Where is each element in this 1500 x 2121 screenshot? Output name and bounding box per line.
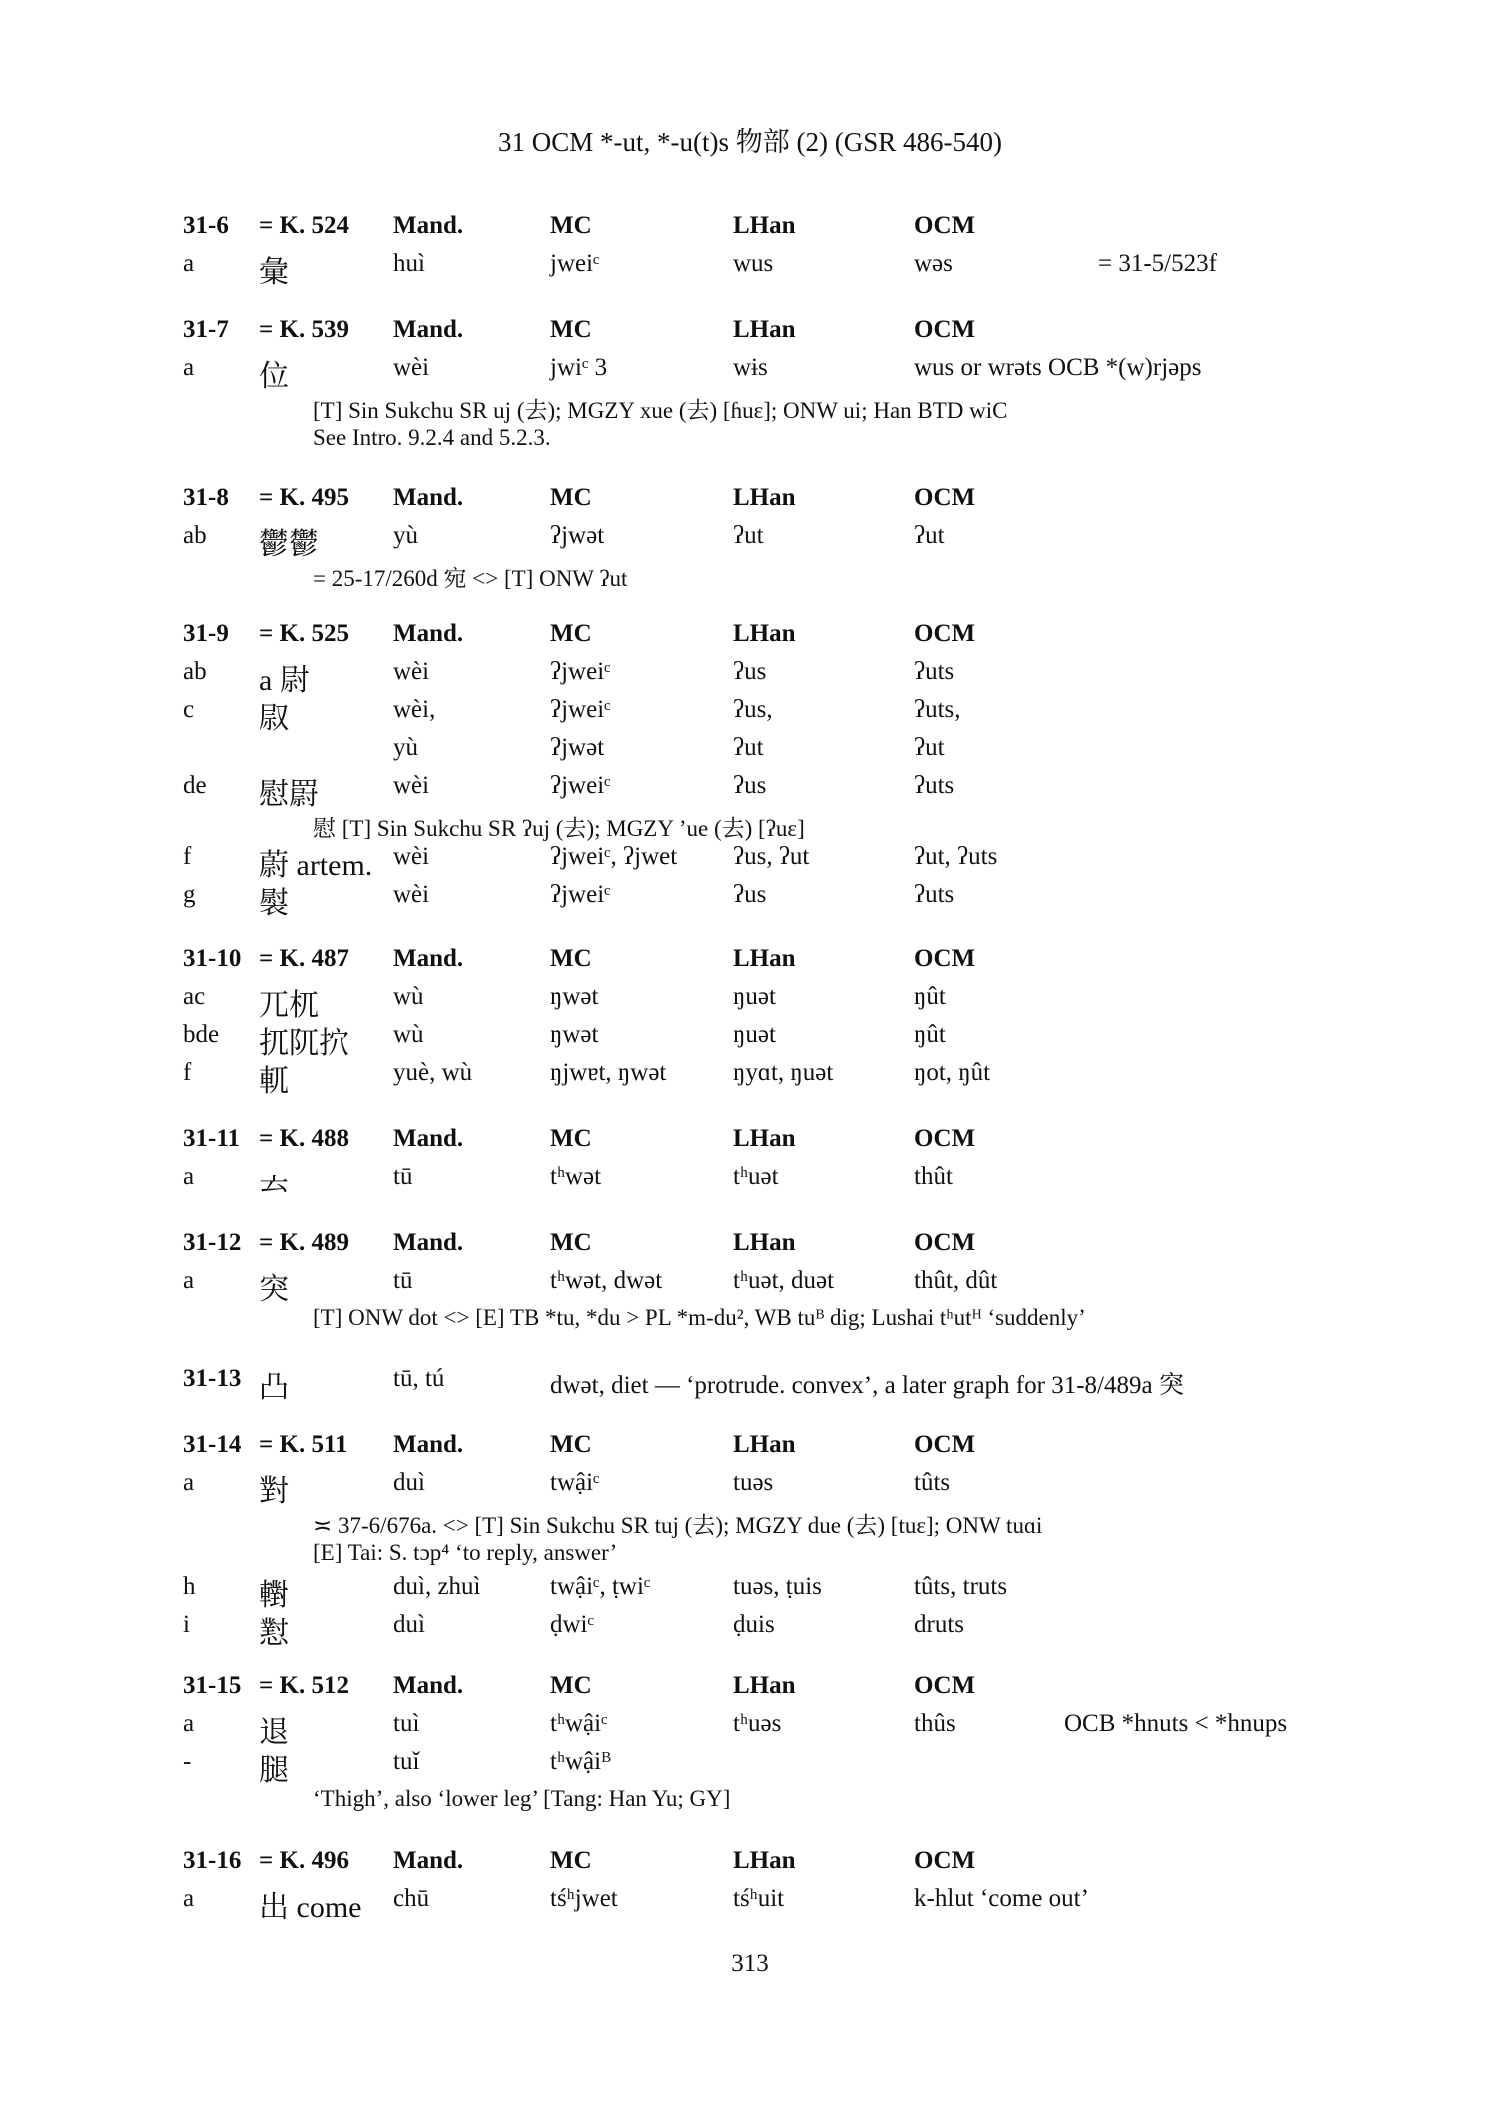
- col-mand: Mand.: [393, 212, 464, 239]
- karlgren-ref: = K. 488: [259, 1125, 349, 1152]
- col-mc: MC: [550, 1847, 592, 1874]
- row-letter: bde: [183, 1021, 220, 1048]
- row-letter: a: [183, 354, 195, 381]
- entry-id: 31-12: [183, 1229, 242, 1256]
- ocm-reading: ŋot, ŋût: [914, 1059, 991, 1086]
- col-mand: Mand.: [393, 316, 464, 343]
- note: = 25-17/260d 宛 <> [T] ONW ʔut: [313, 566, 628, 591]
- col-ocm: OCM: [914, 212, 976, 239]
- mc-reading: ʔjweiᶜ: [550, 696, 611, 723]
- row-letter: -: [183, 1748, 192, 1775]
- mand-reading: duì: [393, 1611, 425, 1638]
- col-lhan: LHan: [733, 316, 796, 343]
- col-ocm: OCM: [914, 316, 976, 343]
- ocm-reading: thût, dût: [914, 1267, 998, 1294]
- col-lhan: LHan: [733, 1431, 796, 1458]
- col-mand: Mand.: [393, 1431, 464, 1458]
- entry-header-row: [183, 1125, 1333, 1163]
- lhan-reading: tuəs, ṭuis: [733, 1573, 822, 1600]
- mand-reading: tuì: [393, 1710, 420, 1737]
- lhan-reading: ʔus: [733, 881, 767, 908]
- col-mand: Mand.: [393, 1125, 464, 1152]
- char-row: [183, 696, 1333, 734]
- col-lhan: LHan: [733, 1672, 796, 1699]
- graph: 鬱鬱: [259, 528, 319, 561]
- char-row: [183, 1469, 1333, 1507]
- entry-header-row: [183, 1672, 1333, 1710]
- entry-id: 31-16: [183, 1847, 242, 1874]
- graph: 腿: [259, 1754, 289, 1787]
- karlgren-ref: = K. 511: [259, 1431, 348, 1458]
- lhan-reading: wɨs: [733, 354, 768, 381]
- graph: 叞: [259, 702, 289, 735]
- row-letter: a: [183, 1163, 195, 1190]
- row-letter: ab: [183, 658, 207, 685]
- char-row: [183, 354, 1333, 392]
- row-letter: a: [183, 1469, 195, 1496]
- col-mand: Mand.: [393, 1229, 464, 1256]
- char-row: [183, 1573, 1333, 1611]
- mc-reading: tʰwậiᶜ: [550, 1710, 608, 1737]
- graph: 位: [259, 360, 289, 393]
- char-row: [183, 1611, 1333, 1649]
- ocm-reading: wus or wrəts OCB *(w)rjəps: [914, 354, 1202, 381]
- note: ‘Thigh’, also ‘lower leg’ [Tang: Han Yu; GY]: [313, 1786, 731, 1811]
- col-lhan: LHan: [733, 1229, 796, 1256]
- note: 慰 [T] Sin Sukchu SR ʔuj (去); MGZY ’ue (去) [ʔuɛ]: [313, 816, 805, 841]
- ocm-reading: ʔuts: [914, 658, 955, 685]
- col-mc: MC: [550, 484, 592, 511]
- col-ocm: OCM: [914, 1847, 976, 1874]
- mand-reading: duì: [393, 1469, 425, 1496]
- ocm-reading: tûts: [914, 1469, 951, 1496]
- char-row: [183, 983, 1333, 1021]
- entry-header-row: [183, 945, 1333, 983]
- col-mc: MC: [550, 212, 592, 239]
- graph: 褽: [259, 887, 289, 920]
- col-lhan: LHan: [733, 212, 796, 239]
- col-mc: MC: [550, 1125, 592, 1152]
- karlgren-ref: = K. 495: [259, 484, 349, 511]
- char-row: [183, 1365, 1333, 1403]
- col-mc: MC: [550, 620, 592, 647]
- lhan-reading: tśʰuit: [733, 1885, 785, 1912]
- ocm-reading: ʔut: [914, 522, 945, 549]
- lhan-reading: ŋuət: [733, 983, 776, 1010]
- entry-id: 31-8: [183, 484, 229, 511]
- ocm-reading: tûts, truts: [914, 1573, 1008, 1600]
- row-letter: i: [183, 1611, 190, 1638]
- char-row: [183, 1163, 1333, 1201]
- mand-reading: chū: [393, 1885, 430, 1912]
- mand-reading: tū: [393, 1267, 413, 1294]
- ocm-reading: ʔut: [914, 734, 945, 761]
- mc-reading: ʔjweiᶜ: [550, 772, 611, 799]
- mand-reading: wèi: [393, 881, 430, 908]
- col-ocm: OCM: [914, 1672, 976, 1699]
- mc-reading: ŋwət: [550, 1021, 599, 1048]
- entry-31-9: [183, 620, 1333, 919]
- mand-reading: yuè, wù: [393, 1059, 473, 1086]
- col-mc: MC: [550, 1229, 592, 1256]
- lhan-reading: ḍuis: [733, 1611, 775, 1638]
- col-mand: Mand.: [393, 620, 464, 647]
- entry-31-15: [183, 1672, 1333, 1819]
- graph: 慰罻: [259, 778, 319, 811]
- row-letter: a: [183, 1885, 195, 1912]
- entry-id: 31-9: [183, 620, 229, 647]
- col-mc: MC: [550, 1672, 592, 1699]
- row-letter: f: [183, 1059, 192, 1086]
- entry-header-row: [183, 1431, 1333, 1469]
- graph: 退: [259, 1716, 289, 1749]
- col-lhan: LHan: [733, 1847, 796, 1874]
- entry-id: 31-11: [183, 1125, 240, 1152]
- row-letter: a: [183, 250, 195, 277]
- karlgren-ref: = K. 525: [259, 620, 349, 647]
- mand-reading: wèi: [393, 772, 430, 799]
- graph: 扤阢㧒: [259, 1027, 349, 1060]
- mc-reading: ḍwiᶜ: [550, 1611, 594, 1638]
- graph: 蔚 artem.: [259, 849, 373, 882]
- mc-reading: tʰwət: [550, 1163, 602, 1190]
- entry-id: 31-14: [183, 1431, 242, 1458]
- col-lhan: LHan: [733, 620, 796, 647]
- graph: 突: [259, 1273, 289, 1306]
- row-letter: c: [183, 696, 195, 723]
- note: [T] ONW dot <> [E] TB *tu, *du > PL *m-du², WB tuᴮ dig; Lushai tʰutᴴ ‘suddenly’: [313, 1305, 1086, 1330]
- char-row: [183, 250, 1333, 288]
- col-mc: MC: [550, 316, 592, 343]
- lhan-reading: ʔus, ʔut: [733, 843, 810, 870]
- entry-31-16: [183, 1847, 1333, 1923]
- entry-header-row: [183, 1847, 1333, 1885]
- lhan-reading: wus: [733, 250, 774, 277]
- ocm-reading: wəs: [914, 250, 953, 277]
- entry-31-10: [183, 945, 1333, 1097]
- mand-reading: tuǐ: [393, 1748, 420, 1775]
- mand-reading: wù: [393, 1021, 424, 1048]
- ocm-reading: k-hlut ‘come out’: [914, 1885, 1089, 1912]
- mc-reading: ʔjweiᶜ: [550, 881, 611, 908]
- karlgren-ref: = K. 489: [259, 1229, 349, 1256]
- mand-reading: tū: [393, 1163, 413, 1190]
- row-letter: ac: [183, 983, 206, 1010]
- mand-reading: duì, zhuì: [393, 1573, 481, 1600]
- note: ≍ 37-6/676a. <> [T] Sin Sukchu SR tuj (去); MGZY due (去) [tuɛ]; ONW tuɑi: [313, 1513, 1043, 1538]
- col-ocm: OCM: [914, 1125, 976, 1152]
- ocm-reading: ŋût: [914, 983, 946, 1010]
- mc-reading: tʰwət, dwət: [550, 1267, 663, 1294]
- char-row: [183, 1021, 1333, 1059]
- karlgren-ref: = K. 524: [259, 212, 349, 239]
- col-ocm: OCM: [914, 945, 976, 972]
- lhan-reading: ʔut: [733, 522, 764, 549]
- karlgren-ref: = K. 496: [259, 1847, 349, 1874]
- entry-header-row: [183, 484, 1333, 522]
- row-letter: a: [183, 1267, 195, 1294]
- graph: 彙: [259, 256, 289, 289]
- entry-id: 31-15: [183, 1672, 242, 1699]
- row-letter: de: [183, 772, 207, 799]
- mc-reading: ʔjweiᶜ, ʔjwet: [550, 843, 678, 870]
- char-row: [183, 1059, 1333, 1097]
- ocm-reading: ʔuts: [914, 772, 955, 799]
- char-row: [183, 772, 1333, 810]
- graph: 懟: [259, 1617, 289, 1650]
- mc-reading: ʔjweiᶜ: [550, 658, 611, 685]
- mc-reading: twậiᶜ: [550, 1469, 600, 1496]
- ocm-reading: thûs: [914, 1710, 956, 1737]
- entry-header-row: [183, 212, 1333, 250]
- entry-31-8: [183, 484, 1333, 593]
- mand-reading: yù: [393, 522, 418, 549]
- ocm-reading: ŋût: [914, 1021, 946, 1048]
- entry-id: 31-7: [183, 316, 229, 343]
- mand-reading: huì: [393, 250, 425, 277]
- col-lhan: LHan: [733, 1125, 796, 1152]
- mc-reading: ŋjwɐt, ŋwət: [550, 1059, 667, 1086]
- graph: 兀杌: [259, 989, 319, 1022]
- entry-header-row: [183, 316, 1333, 354]
- cross-ref: = 31-5/523f: [1098, 250, 1217, 277]
- entry-31-7: [183, 316, 1333, 458]
- gloss: dwət, diet — ‘protrude. convex’, a later graph for 31-8/489a 突: [550, 1372, 1184, 1399]
- col-mand: Mand.: [393, 1847, 464, 1874]
- col-mand: Mand.: [393, 945, 464, 972]
- graph: 軏: [259, 1065, 289, 1098]
- lhan-reading: ʔus,: [733, 696, 773, 723]
- entry-id: 31-6: [183, 212, 229, 239]
- entry-header-row: [183, 620, 1333, 658]
- mand-reading: wèi: [393, 658, 430, 685]
- page-header: 31 OCM *-ut, *-u(t)s 物部 (2) (GSR 486-540): [498, 127, 1002, 157]
- char-row: [183, 843, 1333, 881]
- ocm-reading: ʔuts: [914, 881, 955, 908]
- karlgren-ref: = K. 487: [259, 945, 349, 972]
- lhan-reading: ŋyɑt, ŋuət: [733, 1059, 834, 1086]
- mc-reading: jweiᶜ: [550, 250, 600, 277]
- cross-ref: OCB *hnuts < *hnups: [1064, 1710, 1288, 1737]
- graph: 凸: [259, 1371, 289, 1404]
- karlgren-ref: = K. 512: [259, 1672, 349, 1699]
- mand-reading: wèi: [393, 843, 430, 870]
- lhan-reading: tuəs: [733, 1469, 774, 1496]
- ocm-reading: ʔut, ʔuts: [914, 843, 998, 870]
- entry-31-12: [183, 1229, 1333, 1338]
- ocm-reading: druts: [914, 1611, 964, 1638]
- row-letter: g: [183, 881, 196, 908]
- char-row: [183, 1267, 1333, 1305]
- mc-reading: ŋwət: [550, 983, 599, 1010]
- mand-reading: yù: [393, 734, 418, 761]
- graph: 出 come: [259, 1891, 362, 1924]
- char-row: [183, 522, 1333, 560]
- mand-reading: wèi,: [393, 696, 436, 723]
- entry-31-13: [183, 1365, 1333, 1403]
- note: [T] Sin Sukchu SR uj (去); MGZY xue (去) [ɦuɛ]; ONW ui; Han BTD wiC: [313, 398, 1008, 423]
- note: See Intro. 9.2.4 and 5.2.3.: [313, 425, 551, 450]
- mc-reading: ʔjwət: [550, 734, 605, 761]
- col-lhan: LHan: [733, 945, 796, 972]
- mc-reading: twậiᶜ, ṭwiᶜ: [550, 1573, 651, 1600]
- mc-reading: tʰwậiᴮ: [550, 1748, 611, 1775]
- char-row: [183, 1885, 1333, 1923]
- graph: 對: [259, 1475, 289, 1508]
- char-row: [183, 881, 1333, 919]
- col-mc: MC: [550, 1431, 592, 1458]
- lhan-reading: tʰuət, duət: [733, 1267, 835, 1294]
- col-mand: Mand.: [393, 484, 464, 511]
- entry-id: 31-13: [183, 1365, 242, 1392]
- char-row: [183, 1748, 1333, 1786]
- graph: 轛: [259, 1579, 289, 1612]
- row-letter: ab: [183, 522, 207, 549]
- entry-31-6: [183, 212, 1333, 288]
- lhan-reading: tʰuət: [733, 1163, 779, 1190]
- lhan-reading: ŋuət: [733, 1021, 776, 1048]
- mc-reading: tśʰjwet: [550, 1885, 618, 1912]
- row-letter: f: [183, 843, 192, 870]
- char-row: [183, 734, 1333, 772]
- lhan-reading: ʔut: [733, 734, 764, 761]
- lhan-reading: ʔus: [733, 658, 767, 685]
- lhan-reading: tʰuəs: [733, 1710, 782, 1737]
- col-lhan: LHan: [733, 484, 796, 511]
- graph: 𠫓: [259, 1169, 289, 1202]
- entry-31-11: [183, 1125, 1333, 1201]
- col-mc: MC: [550, 945, 592, 972]
- col-ocm: OCM: [914, 620, 976, 647]
- ocm-reading: ʔuts,: [914, 696, 961, 723]
- row-letter: a: [183, 1710, 195, 1737]
- entry-id: 31-10: [183, 945, 242, 972]
- mand-reading: tū, tú: [393, 1365, 445, 1392]
- lhan-reading: ʔus: [733, 772, 767, 799]
- char-row: [183, 1710, 1333, 1748]
- col-ocm: OCM: [914, 1431, 976, 1458]
- row-letter: h: [183, 1573, 196, 1600]
- col-mand: Mand.: [393, 1672, 464, 1699]
- char-row: [183, 658, 1333, 696]
- mc-reading: ʔjwət: [550, 522, 605, 549]
- ocm-reading: thût: [914, 1163, 953, 1190]
- mc-reading: jwiᶜ 3: [550, 354, 608, 381]
- col-ocm: OCM: [914, 1229, 976, 1256]
- mand-reading: wèi: [393, 354, 430, 381]
- mand-reading: wù: [393, 983, 424, 1010]
- karlgren-ref: = K. 539: [259, 316, 349, 343]
- page-number: 313: [731, 1950, 769, 1977]
- entry-header-row: [183, 1229, 1333, 1267]
- entry-31-14: [183, 1431, 1333, 1649]
- col-ocm: OCM: [914, 484, 976, 511]
- note: [E] Tai: S. tɔp⁴ ‘to reply, answer’: [313, 1540, 618, 1565]
- graph: a 尉: [259, 664, 310, 697]
